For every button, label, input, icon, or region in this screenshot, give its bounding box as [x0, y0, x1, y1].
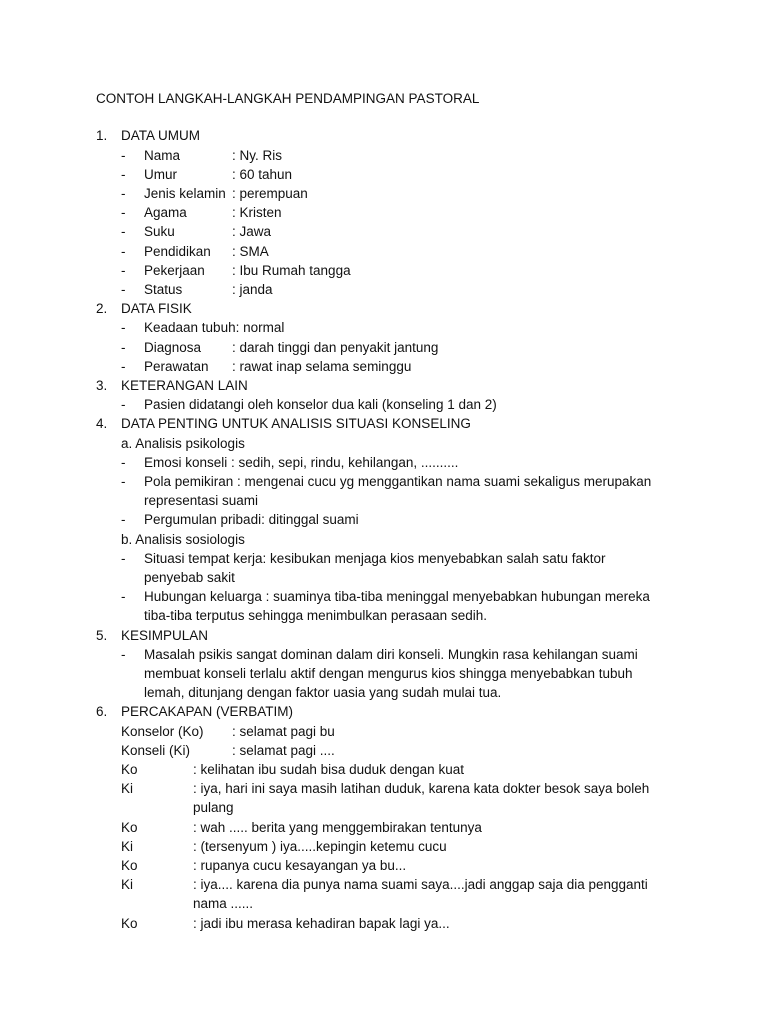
list-dash: - [121, 647, 126, 662]
list-dash: - [121, 359, 126, 374]
section-3-heading: KETERANGAN LAIN [121, 378, 248, 393]
participant-label: Konseli (Ki) [121, 743, 191, 758]
section-5-heading: KESIMPULAN [121, 628, 209, 643]
paragraph-line: lemah, ditunjang dengan faktor uasia yang sudah mulai tua. [144, 685, 502, 700]
paragraph-line: membuat konseli terlalu aktif dengan mengurus kios shingga menyebabkan tubuh [144, 666, 633, 681]
section-2-number: 2. [96, 301, 108, 316]
dialogue-speaker: Ko [121, 916, 138, 931]
dialogue-text: : iya.... karena dia punya nama suami saya....jadi anggap saja dia pengganti [193, 877, 648, 892]
list-dash: - [121, 455, 126, 470]
field-value: : janda [232, 282, 273, 297]
field-value: : darah tinggi dan penyakit jantung [232, 340, 439, 355]
field-label: Nama [144, 148, 181, 163]
dialogue-speaker: Ki [121, 839, 134, 854]
list-item-continuation: representasi suami [144, 493, 259, 508]
list-dash: - [121, 148, 126, 163]
field-label: Perawatan [144, 359, 209, 374]
field-value: : Ny. Ris [232, 148, 282, 163]
field-label: Suku [144, 224, 175, 239]
section-6-number: 6. [96, 704, 108, 719]
list-dash: - [121, 224, 126, 239]
participant-greeting: : selamat pagi .... [232, 743, 335, 758]
document-title: CONTOH LANGKAH-LANGKAH PENDAMPINGAN PASTORAL [96, 91, 480, 106]
field-label: Status [144, 282, 183, 297]
section-3-number: 3. [96, 378, 108, 393]
list-dash: - [121, 205, 126, 220]
section-2-heading: DATA FISIK [121, 301, 192, 316]
list-dash: - [121, 167, 126, 182]
dialogue-text: : kelihatan ibu sudah bisa duduk dengan kuat [193, 762, 464, 777]
field-value: : Jawa [232, 224, 272, 239]
dialogue-speaker: Ki [121, 781, 134, 796]
field-value: : Kristen [232, 205, 282, 220]
dialogue-text: : rupanya cucu kesayangan ya bu... [193, 858, 407, 873]
participant-label: Konselor (Ko) [121, 724, 204, 739]
section-5-number: 5. [96, 628, 108, 643]
field-label: Agama [144, 205, 187, 220]
dialogue-text: : jadi ibu merasa kehadiran bapak lagi ya... [193, 916, 450, 931]
dialogue-speaker: Ko [121, 858, 138, 873]
field-label: Umur [144, 167, 177, 182]
list-item: Keadaan tubuh: normal [144, 320, 285, 335]
dialogue-speaker: Ki [121, 877, 134, 892]
list-item: Hubungan keluarga : suaminya tiba-tiba meninggal menyebabkan hubungan mereka [144, 589, 650, 604]
subsection-b-heading: b. Analisis sosiologis [121, 532, 245, 547]
field-value: : SMA [232, 244, 269, 259]
subsection-a-heading: a. Analisis psikologis [121, 436, 245, 451]
list-item: Situasi tempat kerja: kesibukan menjaga kios menyebabkan salah satu faktor [144, 551, 606, 566]
dialogue-text-continuation: nama ...... [193, 896, 254, 911]
field-value: : perempuan [232, 186, 308, 201]
dialogue-speaker: Ko [121, 762, 138, 777]
field-value: : 60 tahun [232, 167, 293, 182]
list-dash: - [121, 263, 126, 278]
field-label: Jenis kelamin [144, 186, 226, 201]
list-item-continuation: tiba-tiba terputus sehingga menimbulkan perasaan sedih. [144, 608, 487, 623]
list-item: Pergumulan pribadi: ditinggal suami [144, 512, 359, 527]
field-value: : rawat inap selama seminggu [232, 359, 412, 374]
list-dash: - [121, 340, 126, 355]
list-dash: - [121, 397, 126, 412]
participant-greeting: : selamat pagi bu [232, 724, 335, 739]
dialogue-text-continuation: pulang [193, 800, 234, 815]
field-value: : Ibu Rumah tangga [232, 263, 351, 278]
list-dash: - [121, 512, 126, 527]
section-4-heading: DATA PENTING UNTUK ANALISIS SITUASI KONSELING [121, 416, 471, 431]
section-1-number: 1. [96, 128, 108, 143]
dialogue-speaker: Ko [121, 820, 138, 835]
field-label: Pendidikan [144, 244, 211, 259]
list-item: Pola pemikiran : mengenai cucu yg menggantikan nama suami sekaligus merupakan [144, 474, 652, 489]
list-item: Pasien didatangi oleh konselor dua kali (konseling 1 dan 2) [144, 397, 497, 412]
list-dash: - [121, 589, 126, 604]
list-dash: - [121, 320, 126, 335]
dialogue-text: : iya, hari ini saya masih latihan duduk, karena kata dokter besok saya boleh [193, 781, 650, 796]
dialogue-text: : (tersenyum ) iya.....kepingin ketemu cucu [193, 839, 447, 854]
section-1-heading: DATA UMUM [121, 128, 200, 143]
dialogue-text: : wah ..... berita yang menggembirakan tentunya [193, 820, 482, 835]
list-dash: - [121, 244, 126, 259]
list-item-continuation: penyebab sakit [144, 570, 235, 585]
section-6-heading: PERCAKAPAN (VERBATIM) [121, 704, 294, 719]
list-item: Emosi konseli : sedih, sepi, rindu, kehilangan, .......... [144, 455, 459, 470]
paragraph-line: Masalah psikis sangat dominan dalam diri konseli. Mungkin rasa kehilangan suami [144, 647, 638, 662]
list-dash: - [121, 551, 126, 566]
list-dash: - [121, 474, 126, 489]
list-dash: - [121, 282, 126, 297]
list-dash: - [121, 186, 126, 201]
field-label: Pekerjaan [144, 263, 205, 278]
field-label: Diagnosa [144, 340, 202, 355]
section-4-number: 4. [96, 416, 108, 431]
